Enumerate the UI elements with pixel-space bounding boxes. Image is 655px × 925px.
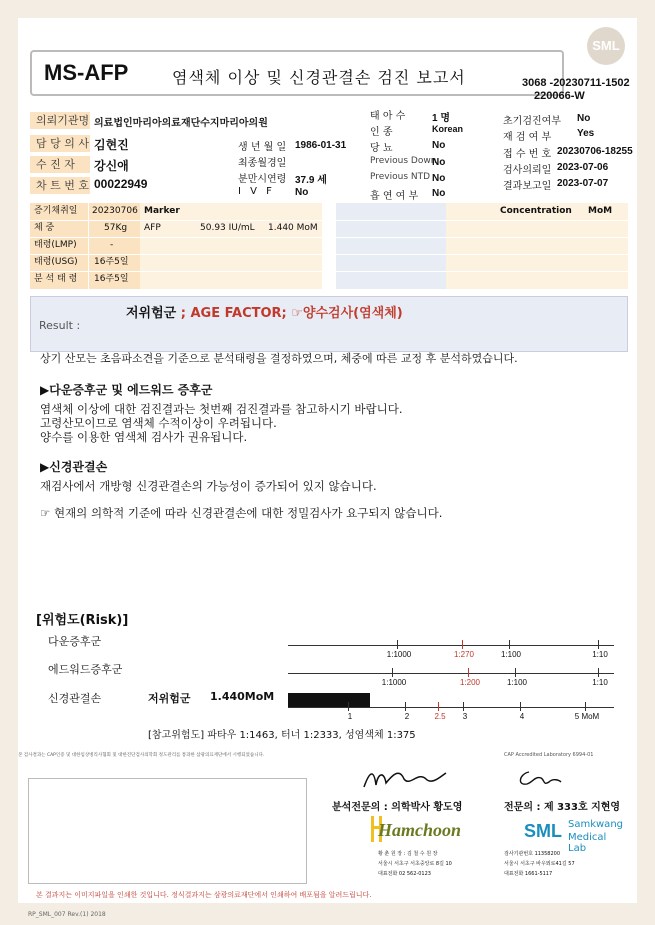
risk-tick-mark bbox=[598, 668, 599, 677]
signer-2: 전문의 : 제 333호 지현영 bbox=[504, 802, 621, 813]
collect-date-value: 20230706 bbox=[92, 206, 138, 216]
concentration-header: Concentration bbox=[500, 206, 572, 216]
result-level: 저위험군 bbox=[126, 306, 181, 321]
risk-title: [위험도(Risk)] bbox=[36, 613, 129, 628]
request-date-value: 2023-07-06 bbox=[557, 162, 609, 173]
risk-tick-mark bbox=[397, 640, 398, 649]
hamchoon-info-3: 대표전화 02 562-0123 bbox=[378, 871, 431, 877]
marker-mom: 1.440 MoM bbox=[268, 223, 318, 233]
signature-box bbox=[28, 778, 307, 884]
mom-header: MoM bbox=[588, 206, 613, 216]
risk-tick-label: 5 MoM bbox=[574, 712, 600, 721]
fetus-label: 태 아 수 bbox=[370, 111, 406, 122]
ivf-label: I V F bbox=[238, 186, 275, 197]
retest-label: 재 검 여 부 bbox=[503, 132, 552, 143]
section-ntd-title: ▶신경관결손 bbox=[40, 460, 108, 474]
birth-label: 생 년 월 일 bbox=[238, 142, 287, 153]
risk-tick-label: 4 bbox=[519, 712, 525, 721]
risk-tick-label: 1:1000 bbox=[381, 678, 407, 687]
usg-value: 16주5일 bbox=[94, 257, 129, 267]
risk-tick-label: 1:270 bbox=[453, 650, 475, 659]
risk-tick-label: 2.5 bbox=[434, 712, 446, 721]
institution-value: 의료법인마리아의료재단수지마리아의원 bbox=[94, 118, 268, 129]
marker-name: AFP bbox=[144, 223, 161, 233]
collect-date-label: 증기채취일 bbox=[34, 206, 78, 216]
risk-ntd-mom: 1.440MoM bbox=[210, 690, 275, 703]
hamchoon-info-2: 서울시 서초구 서초중앙로 8길 10 bbox=[378, 861, 452, 867]
weight-value: 57Kg bbox=[104, 223, 128, 233]
section-ntd-line-2: ☞ 현재의 의학적 기준에 따라 신경관결손에 대한 정밀검사가 요구되지 않습니다. bbox=[40, 506, 443, 520]
result-box bbox=[30, 296, 628, 352]
chart-label: 차 트 번 호 bbox=[30, 177, 90, 194]
age-label: 분만시연령 bbox=[238, 174, 287, 185]
hamchoon-logo bbox=[370, 812, 470, 850]
doc-code-1: 3068 -20230711-1502 bbox=[522, 77, 630, 89]
last-period-label: 최종월경일 bbox=[238, 158, 287, 169]
sml-footer-mark: SML bbox=[524, 821, 562, 841]
risk-tick-mark bbox=[463, 702, 464, 711]
risk-tick-label: 2 bbox=[404, 712, 410, 721]
sml-name-2: Medical Lab bbox=[568, 832, 607, 854]
report-short-title: MS-AFP bbox=[44, 60, 129, 85]
risk-tick-mark bbox=[585, 702, 586, 711]
retest-value: Yes bbox=[577, 128, 595, 139]
risk-ntd-axis bbox=[288, 707, 614, 708]
risk-reference: [참고위험도] 파타우 1:1463, 터너 1:2333, 성염색체 1:375 bbox=[148, 730, 416, 741]
race-value: Korean bbox=[432, 124, 464, 134]
section-down-edwards-title: ▶다운증후군 및 에드워드 증후군 bbox=[40, 383, 213, 397]
risk-down-label: 다운증후군 bbox=[48, 635, 102, 648]
usg-label: 태령(USG) bbox=[34, 257, 78, 267]
signature-1 bbox=[360, 765, 450, 793]
examinee-label: 수 진 자 bbox=[30, 156, 90, 173]
lmp-label: 태령(LMP) bbox=[34, 240, 77, 250]
doctor-value: 김현진 bbox=[94, 138, 129, 152]
report-date-label: 결과보고일 bbox=[503, 181, 552, 192]
risk-tick-mark bbox=[468, 668, 469, 677]
diabetes-value: No bbox=[432, 140, 446, 151]
sml-info-1: 검사기관번호 11358200 bbox=[504, 851, 561, 857]
risk-tick-mark bbox=[598, 640, 599, 649]
risk-tick-label: 1:1000 bbox=[386, 650, 412, 659]
risk-tick-mark bbox=[520, 702, 521, 711]
section-ntd-line-1: 재검사에서 개방형 신경관결손의 가능성이 증가되어 있지 않습니다. bbox=[40, 479, 377, 493]
risk-tick-label: 1 bbox=[347, 712, 353, 721]
marker-header: Marker bbox=[144, 206, 180, 216]
risk-tick-mark bbox=[405, 702, 406, 711]
receipt-label: 접 수 번 호 bbox=[503, 149, 552, 160]
sml-info-2: 서울시 서초구 바우뫼로41길 57 bbox=[504, 861, 575, 867]
risk-edwards-label: 에드워드증후군 bbox=[48, 663, 123, 676]
risk-tick-label: 1:10 bbox=[592, 650, 608, 659]
report-title: 염색체 이상 및 신경관결손 검진 보고서 bbox=[172, 68, 466, 87]
section-down-line-3: 양수를 이용한 염색체 검사가 권유됩니다. bbox=[40, 430, 248, 444]
prev-ntd-label: Previous NTD bbox=[370, 172, 431, 182]
risk-tick-mark bbox=[515, 668, 516, 677]
marker-value: 50.93 IU/mL bbox=[200, 223, 255, 233]
sml-name-1: Samkwang bbox=[568, 819, 623, 830]
sml-logo: SML bbox=[587, 27, 625, 65]
doc-code-2: 220066-W bbox=[534, 90, 585, 102]
age-value: 37.9 세 bbox=[295, 175, 327, 186]
form-code: RP_SML_007 Rev.(1) 2018 bbox=[28, 911, 106, 918]
prev-down-label: Previous Down bbox=[370, 156, 437, 166]
risk-tick-label: 1:100 bbox=[500, 650, 522, 659]
result-factor: ; AGE FACTOR; ☞양수검사(염색체) bbox=[180, 306, 403, 321]
signature-2 bbox=[515, 768, 565, 790]
section-down-line-2: 고령산모이므로 염색체 수적이상이 우려됩니다. bbox=[40, 416, 277, 430]
risk-ntd-bar bbox=[288, 693, 370, 707]
prev-ntd-value: No bbox=[432, 173, 446, 184]
hamchoon-name: Hamchoon bbox=[378, 820, 462, 840]
hamchoon-info-1: 황 춘 원 장 : 김 철 수 원 장 bbox=[378, 851, 438, 857]
institution-label: 의뢰기관명 bbox=[30, 112, 90, 129]
risk-tick-label: 1:200 bbox=[459, 678, 481, 687]
report-date-value: 2023-07-07 bbox=[557, 178, 609, 189]
diabetes-label: 당 뇨 bbox=[370, 143, 393, 154]
risk-tick-label: 1:10 bbox=[592, 678, 608, 687]
fetus-value: 1 명 bbox=[432, 113, 450, 124]
risk-tick-mark bbox=[509, 640, 510, 649]
risk-ntd-label: 신경관결손 bbox=[48, 692, 102, 705]
birth-value: 1986-01-31 bbox=[295, 140, 347, 151]
cap-note: CAP Accredited Laboratory 6994-01 bbox=[504, 752, 594, 758]
body-intro: 상기 산모는 초음파소견을 기준으로 분석태령을 결정하였으며, 체중에 따른 교정 후 분석하였습니다. bbox=[40, 352, 518, 365]
risk-edwards-axis bbox=[288, 673, 614, 674]
signer-1: 분석전문의 : 의학박사 황도영 bbox=[332, 802, 463, 813]
ivf-value: No bbox=[295, 187, 309, 198]
risk-ntd-level: 저위험군 bbox=[148, 692, 191, 705]
receipt-value: 20230706-18255 bbox=[557, 146, 633, 157]
risk-down-axis bbox=[288, 645, 614, 646]
report-header bbox=[30, 50, 564, 96]
prev-down-value: No bbox=[432, 157, 446, 168]
weight-label: 체 중 bbox=[34, 223, 55, 233]
examinee-value: 강신애 bbox=[94, 159, 129, 173]
race-label: 인 종 bbox=[370, 127, 393, 138]
risk-tick-mark bbox=[462, 640, 463, 649]
doctor-label: 담 당 의 사 bbox=[30, 135, 90, 152]
analysis-label: 분 석 태 령 bbox=[34, 274, 78, 284]
risk-tick-mark bbox=[392, 668, 393, 677]
accreditation-note: 본 검사결과는 CAP인증 및 대한임상병리사협회 및 대한진단검사의학회 정도관리를 통과한 삼광의료재단에서 시행되었습니다. bbox=[18, 753, 265, 758]
smoking-value: No bbox=[432, 188, 446, 199]
result-label: Result : bbox=[39, 319, 81, 332]
risk-tick-mark bbox=[438, 702, 439, 711]
first-exam-label: 초기검진여부 bbox=[503, 116, 561, 127]
sml-footer-logo bbox=[524, 815, 624, 854]
first-exam-value: No bbox=[577, 113, 591, 124]
smoking-label: 흡 연 여 부 bbox=[370, 191, 419, 202]
sml-info-3: 대표전화 1661-5117 bbox=[504, 871, 553, 877]
risk-tick-label: 3 bbox=[462, 712, 468, 721]
disclaimer: 본 결과지는 이미지파일을 인쇄한 것입니다. 정식결과지는 삼광의료재단에서 인쇄하여 배포됨을 알려드립니다. bbox=[36, 891, 372, 899]
chart-value: 00022949 bbox=[94, 177, 148, 191]
risk-tick-label: 1:100 bbox=[506, 678, 528, 687]
risk-tick-mark bbox=[348, 702, 349, 711]
lmp-value: - bbox=[110, 240, 114, 250]
analysis-value: 16주5일 bbox=[94, 274, 129, 284]
result-text bbox=[126, 302, 403, 321]
request-date-label: 검사의뢰일 bbox=[503, 165, 552, 176]
section-down-line-1: 염색체 이상에 대한 검진결과는 첫번째 검진결과를 참고하시기 바랍니다. bbox=[40, 402, 403, 416]
